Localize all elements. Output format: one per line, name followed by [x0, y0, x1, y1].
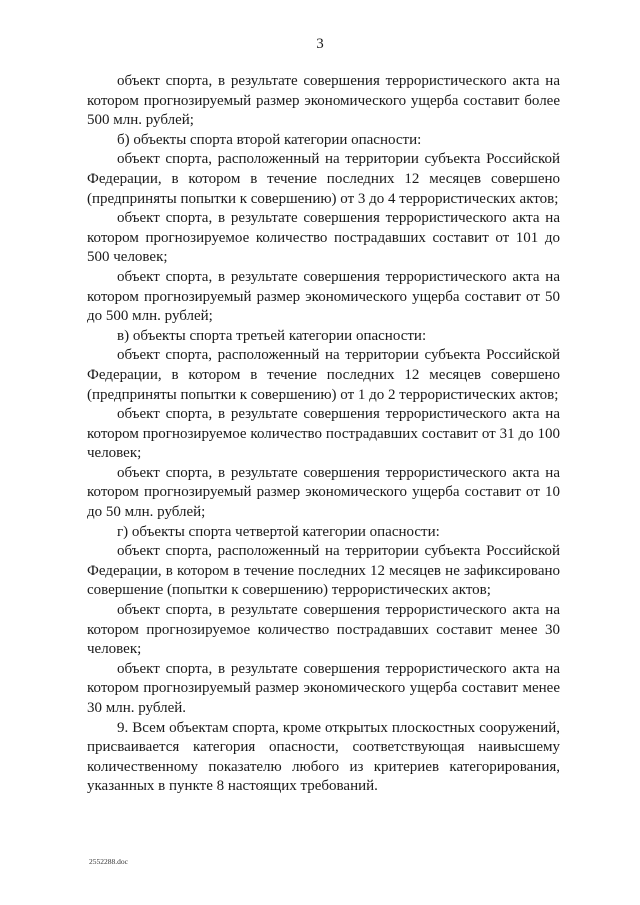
paragraph: г) объекты спорта четвертой категории опасности: — [117, 523, 440, 540]
document-body — [87, 72, 560, 797]
page-number: 3 — [316, 36, 324, 52]
paragraph: объект спорта, в результате совершения террористического акта на котором прогнозируемый размер экономического ущерба составит от 10 до 50 млн. рублей; — [87, 464, 560, 521]
footer-filename: 2552288.doc — [89, 857, 128, 866]
paragraph: объект спорта, в результате совершения террористического акта на котором прогнозируемый размер экономического ущерба составит более 500 млн. рублей; — [87, 73, 560, 129]
paragraph: объект спорта, расположенный на территории субъекта Российской Федерации, в котором в течение последних 12 месяцев не зафиксировано совершение (попытки к совершению) террористических актов; — [87, 543, 560, 599]
paragraph: объект спорта, в результате совершения террористического акта на котором прогнозируемый размер экономического ущерба составит от 50 до 500 млн. рублей; — [87, 268, 560, 325]
paragraph: объект спорта, расположенный на территории субъекта Российской Федерации, в котором в течение последних 12 месяцев совершено (предприняты попытки к совершению) от 1 до 2 террористических актов; — [87, 347, 560, 403]
paragraph: объект спорта, в результате совершения террористического акта на котором прогнозируемое количество пострадавших составит менее 30 человек; — [87, 602, 560, 658]
paragraph: в) объекты спорта третьей категории опасности: — [117, 327, 427, 344]
paragraph: 9. Всем объектам спорта, кроме открытых плоскостных сооружений, присваивается категория опасности, соответствующая наивысшему количественному показателю любого из критериев категорирования, указанных в пункте 8 настоящих требований. — [87, 719, 560, 795]
paragraph: объект спорта, в результате совершения террористического акта на котором прогнозируемый размер экономического ущерба составит менее 30 млн. рублей. — [87, 660, 560, 716]
paragraph: объект спорта, в результате совершения террористического акта на котором прогнозируемое количество пострадавших составит от 31 до 100 человек; — [87, 406, 560, 462]
paragraph: объект спорта, расположенный на территории субъекта Российской Федерации, в котором в течение последних 12 месяцев совершено (предприняты попытки к совершению) от 3 до 4 террористических актов; — [87, 151, 560, 207]
paragraph: б) объекты спорта второй категории опасности: — [117, 131, 422, 148]
paragraph: объект спорта, в результате совершения террористического акта на котором прогнозируемое количество пострадавших составит от 101 до 500 человек; — [87, 210, 560, 266]
